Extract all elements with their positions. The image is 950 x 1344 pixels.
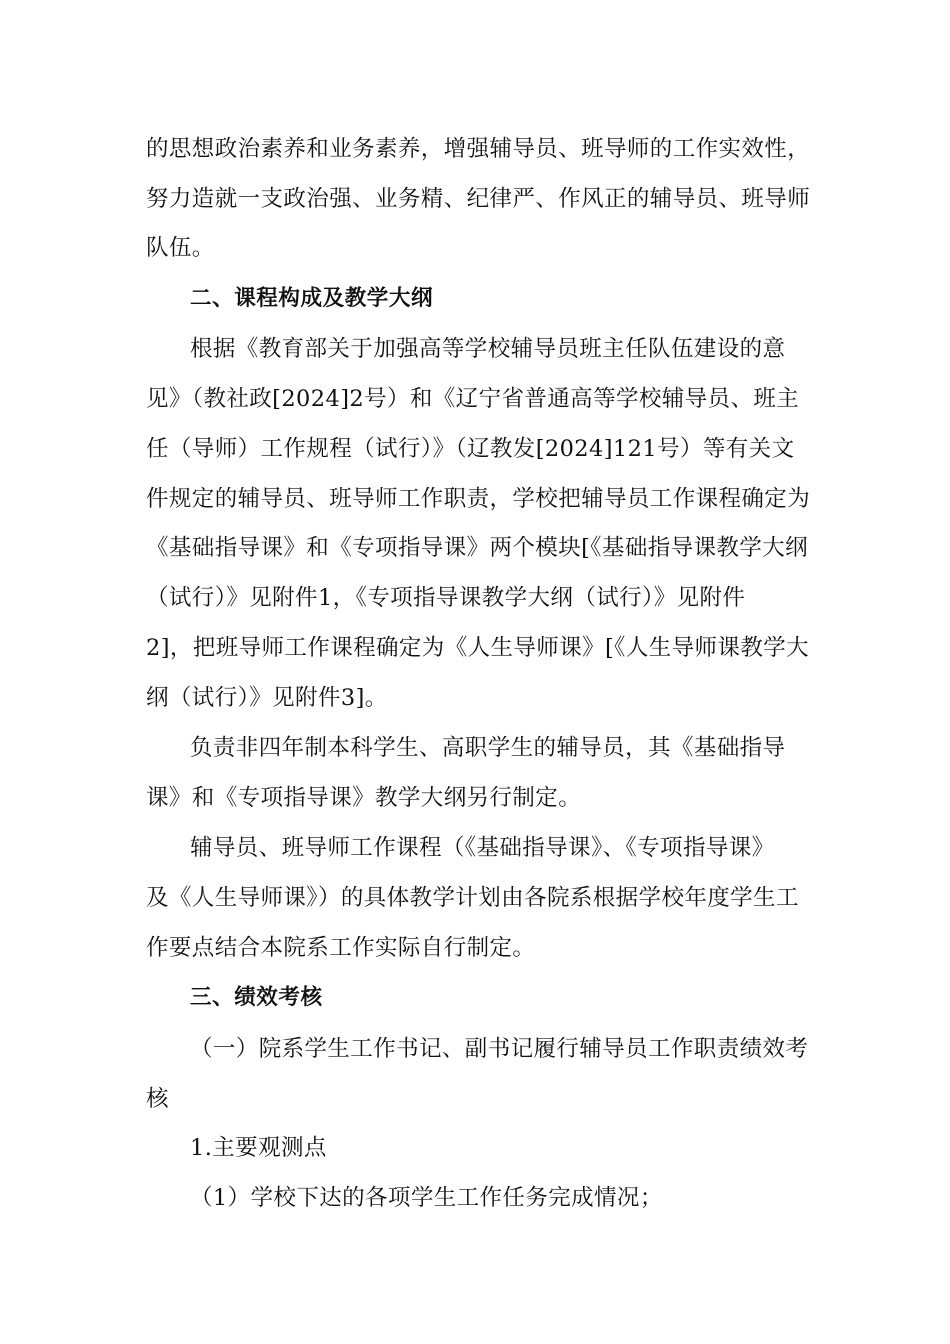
paragraph-line-2: 努力造就一支政治强、业务精、纪律严、作风正的辅导员、班导师	[146, 186, 811, 212]
subsection-heading-1-cont: 核	[146, 1086, 169, 1112]
item-heading-1: 1.主要观测点	[190, 1135, 327, 1161]
list-item-1: （1）学校下达的各项学生工作任务完成情况；	[190, 1185, 663, 1211]
paragraph-line-12: 纲（试行）》见附件3]。	[146, 685, 388, 711]
paragraph-line-16: 及《人生导师课》）的具体教学计划由各院系根据学校年度学生工	[146, 885, 799, 911]
paragraph-line-9: 《基础指导课》和《专项指导课》两个模块[《基础指导课教学大纲	[146, 535, 809, 561]
paragraph-line-5: 根据《教育部关于加强高等学校辅导员班主任队伍建设的意	[190, 336, 786, 362]
paragraph-line-11: 2]，把班导师工作课程确定为《人生导师课》[《人生导师课教学大	[146, 635, 810, 661]
subsection-heading-1: （一）院系学生工作书记、副书记履行辅导员工作职责绩效考	[190, 1036, 809, 1062]
section-heading-3: 三、绩效考核	[190, 985, 323, 1010]
paragraph-line-13: 负责非四年制本科学生、高职学生的辅导员，其《基础指导	[190, 735, 786, 761]
paragraph-line-1: 的思想政治素养和业务素养，增强辅导员、班导师的工作实效性，	[146, 136, 811, 162]
paragraph-line-6: 见》（教社政[2024]2号）和《辽宁省普通高等学校辅导员、班主	[146, 386, 800, 412]
paragraph-line-7: 任（导师）工作规程（试行）》（辽教发[2024]121号）等有关文	[146, 436, 795, 462]
section-heading-2: 二、课程构成及教学大纲	[190, 286, 434, 311]
paragraph-line-8: 件规定的辅导员、班导师工作职责，学校把辅导员工作课程确定为	[146, 486, 811, 512]
paragraph-line-17: 作要点结合本院系工作实际自行制定。	[146, 935, 536, 961]
paragraph-line-14: 课》和《专项指导课》教学大纲另行制定。	[146, 785, 582, 811]
paragraph-line-15: 辅导员、班导师工作课程（《基础指导课》、《专项指导课》	[190, 835, 775, 861]
paragraph-line-3: 队伍。	[146, 235, 215, 261]
paragraph-line-10: （试行）》见附件1，《专项指导课教学大纲（试行）》见附件	[146, 585, 746, 611]
